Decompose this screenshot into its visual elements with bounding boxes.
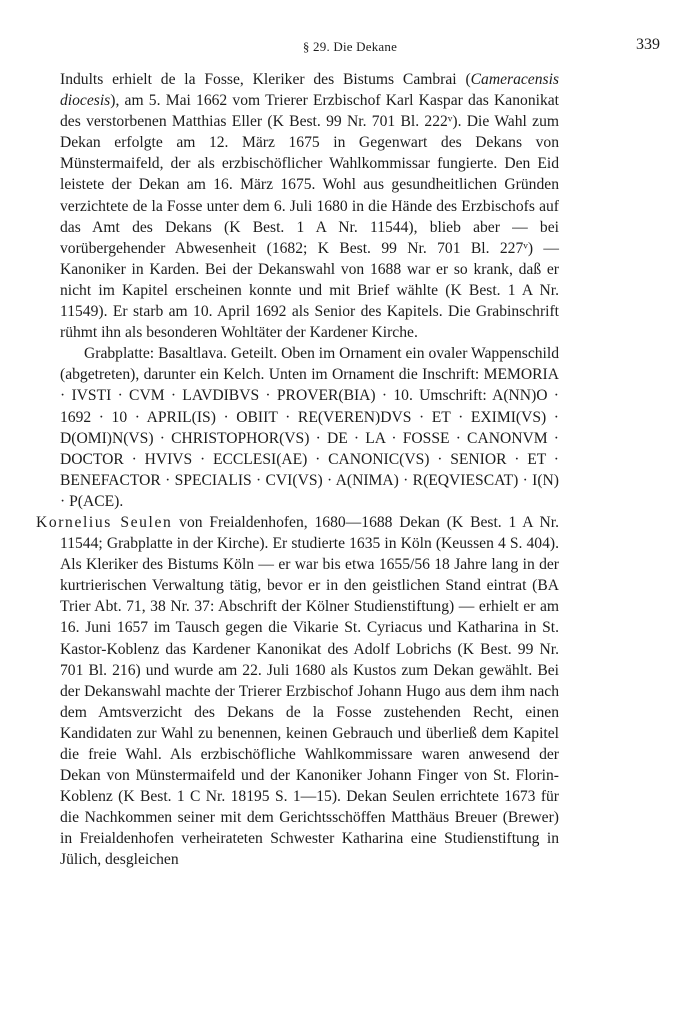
entry-text: von Freialdenhofen, 1680—1688 Dekan (K Best. 1 A Nr. 11544; Grabplatte in der Kirche). Er studierte 1635 in Köln (Keussen 4 S. 404). Als Kleriker des Bistums Köln — er war bis etwa 1655/56 18 Jahre lang in der kurtrierischen Verwaltung tätig, bevor er in den geistlichen Stand eintrat (BA Trier Abt. 71, 38 Nr. 37: Abschrift der Kölner Studienstiftung) — erhielt er am 16. Juni 1657 im Tausch gegen die Vikarie St. Cyriacus und Katharina in St. Kastor-Koblenz das Kardener Kanonikat des Adolf Lobrichs (K Best. 99 Nr. 701 Bl. 216) und wurde am 22. Juli 1680 als Kustos zum Dekan gewählt. Bei der Dekanswahl machte der Trierer Erzbischof Johann Hugo aus dem ihm nach dem Amtsverzicht des Dekans de la Fosse zustehenden Recht, einen Kandidaten zur Wahl zu benennen, keinen Gebrauch und überließ dem Kapitel die freie Wahl. Als erzbischöfliche Wahlkommissare waren anwesend der Dekan von Münstermaifeld und der Kanoniker Johann Finger von St. Florin-Koblenz (K Best. 1 C Nr. 18195 S. 1—15). Dekan Seulen errichtete 1673 für die Nachkommen seiner mit dem Gerichtsschöffen Matthäus Breuer (Brewer) in Freialdenhofen verheirateten Schwester Katharina eine Studienstiftung in Jülich, desgleichen: [60, 513, 559, 869]
paragraph-grabplatte: Grabplatte: Basaltlava. Geteilt. Oben im Ornament ein ovaler Wappenschild (abgetreten), darunter ein Kelch. Unten im Ornament die Inschrift: MEMORIA · IVSTI · CVM · LAVDIBVS · PROVER(BIA) · 10. Umschrift: A(NN)O · 1692 · 10 · APRIL(IS) · OBIIT · RE(VEREN)DVS · ET · EXIMI(VS) · D(OMI)N(VS) · CHRISTOPHOR(VS) · DE · LA · FOSSE · CANONVM · DOCTOR · HVIVS · ECCLESI(AE) · CANONIC(VS) · SENIOR · ET · BENEFACTOR · SPECIALIS · CVI(VS) · A(NIMA) · R(EQVIESCAT) · I(N) · P(ACE).: [60, 345, 559, 510]
running-header: [40, 36, 660, 58]
paragraph-de-la-fosse-continued: [36, 69, 559, 343]
latin-term: Cameracensis diocesis: [60, 71, 559, 110]
paragraph-kornelius-seulen: [36, 512, 559, 871]
text-segment: Indults erhielt de la Fosse, Kleriker des Bistums Cambrai (: [60, 71, 471, 88]
page-number: 339: [636, 36, 660, 53]
text-segment: ), am 5. Mai 1662 vom Trierer Erzbischof Karl Kaspar das Kanonikat des verstorbenen Matthias Eller (K Best. 99 Nr. 701 Bl. 222ᵛ). Die Wahl zum Dekan erfolgte am 12. März 1675 in Gegenwart des Dekans von Münstermaifeld, der als erzbischöflicher Wahlkommissar fungierte. Den Eid leistete der Dekan am 16. März 1675. Wohl aus gesundheitlichen Gründen verzichtete de la Fosse unter dem 6. Juli 1680 in die Hände des Erzbischofs auf das Amt des Dekans (K Best. 1 A Nr. 11544), blieb aber — bei vorübergehender Abwesenheit (1682; K Best. 99 Nr. 701 Bl. 227ᵛ) — Kanoniker in Karden. Bei der Dekanswahl von 1688 war er so krank, daß er nicht im Kapitel erscheinen konnte und mit Brief wählte (K Best. 1 A Nr. 11549). Er starb am 10. April 1692 als Senior des Kapitels. Die Grabinschrift rühmt ihn als besonderen Wohltäter der Kardener Kirche.: [60, 92, 559, 342]
body-text: [36, 69, 559, 871]
running-header-title: § 29. Die Dekane: [302, 39, 398, 54]
entry-name: Kornelius Seulen: [36, 513, 173, 531]
